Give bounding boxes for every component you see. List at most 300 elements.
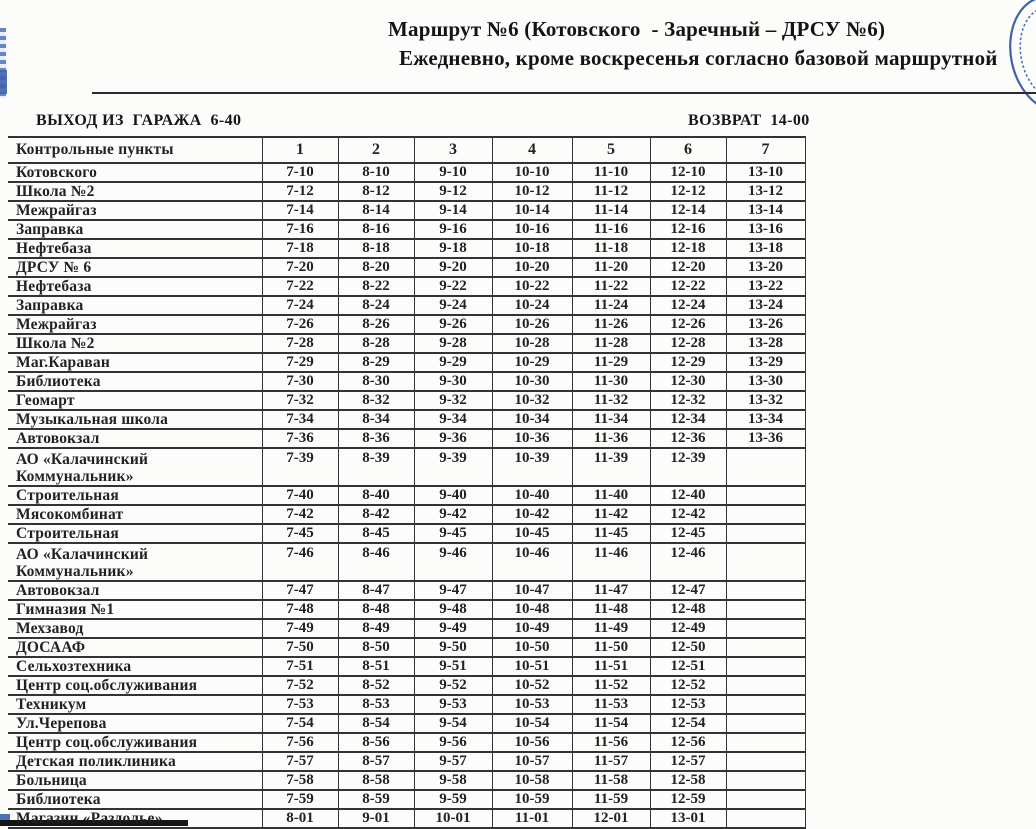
time-cell: 12-29 bbox=[650, 353, 726, 372]
table-row bbox=[8, 258, 805, 277]
time-cell: 9-24 bbox=[414, 296, 492, 315]
table-row bbox=[8, 581, 805, 600]
stop-name-cell: Школа №2 bbox=[8, 334, 262, 353]
time-cell: 11-42 bbox=[572, 505, 650, 524]
time-cell: 7-22 bbox=[262, 277, 338, 296]
time-cell: 11-22 bbox=[572, 277, 650, 296]
time-cell: 12-16 bbox=[650, 220, 726, 239]
time-cell: 10-42 bbox=[492, 505, 572, 524]
table-row bbox=[8, 752, 805, 771]
time-cell bbox=[726, 505, 805, 524]
time-cell: 10-50 bbox=[492, 638, 572, 657]
column-header-trip-3: 3 bbox=[414, 137, 492, 163]
stop-name-cell: Котовского bbox=[8, 163, 262, 182]
time-cell: 9-54 bbox=[414, 714, 492, 733]
table-row bbox=[8, 201, 805, 220]
time-cell: 12-53 bbox=[650, 695, 726, 714]
time-cell: 10-26 bbox=[492, 315, 572, 334]
time-cell: 8-48 bbox=[338, 600, 414, 619]
time-cell: 7-42 bbox=[262, 505, 338, 524]
stop-name-cell: Магазин «Раздолье» bbox=[8, 809, 262, 828]
stop-name-cell: Мясокомбинат bbox=[8, 505, 262, 524]
stop-name-cell: Заправка bbox=[8, 220, 262, 239]
time-cell: 12-56 bbox=[650, 733, 726, 752]
time-cell: 7-24 bbox=[262, 296, 338, 315]
time-cell bbox=[726, 657, 805, 676]
table-row bbox=[8, 277, 805, 296]
time-cell: 7-52 bbox=[262, 676, 338, 695]
stop-name-cell: Больница bbox=[8, 771, 262, 790]
stop-name-cell: Библиотека bbox=[8, 790, 262, 809]
time-cell: 12-01 bbox=[572, 809, 650, 828]
schedule-table-body bbox=[8, 163, 805, 828]
time-cell: 11-14 bbox=[572, 201, 650, 220]
time-cell: 7-10 bbox=[262, 163, 338, 182]
time-cell: 9-14 bbox=[414, 201, 492, 220]
time-cell: 12-12 bbox=[650, 182, 726, 201]
stop-name-cell: Строительная bbox=[8, 486, 262, 505]
time-cell: 12-20 bbox=[650, 258, 726, 277]
table-row bbox=[8, 429, 805, 448]
time-cell: 10-24 bbox=[492, 296, 572, 315]
time-cell: 10-39 bbox=[492, 448, 572, 486]
time-cell: 12-28 bbox=[650, 334, 726, 353]
time-cell: 12-59 bbox=[650, 790, 726, 809]
time-cell: 7-46 bbox=[262, 543, 338, 581]
time-cell bbox=[726, 714, 805, 733]
stop-name-cell: Нефтебаза bbox=[8, 239, 262, 258]
garage-departure-label: ВЫХОД ИЗ ГАРАЖА 6-40 bbox=[36, 112, 242, 129]
time-cell: 10-18 bbox=[492, 239, 572, 258]
time-cell: 8-53 bbox=[338, 695, 414, 714]
time-cell: 7-48 bbox=[262, 600, 338, 619]
stop-name-cell: Музыкальная школа bbox=[8, 410, 262, 429]
time-cell: 10-59 bbox=[492, 790, 572, 809]
time-cell: 11-26 bbox=[572, 315, 650, 334]
time-cell: 10-20 bbox=[492, 258, 572, 277]
time-cell: 7-45 bbox=[262, 524, 338, 543]
time-cell: 13-36 bbox=[726, 429, 805, 448]
stop-name-cell: АО «Калачинский Коммунальник» bbox=[8, 448, 262, 486]
time-cell: 8-36 bbox=[338, 429, 414, 448]
time-cell: 13-26 bbox=[726, 315, 805, 334]
table-row bbox=[8, 771, 805, 790]
time-cell: 11-10 bbox=[572, 163, 650, 182]
stop-name-cell: Маг.Караван bbox=[8, 353, 262, 372]
time-cell bbox=[726, 638, 805, 657]
time-cell: 12-18 bbox=[650, 239, 726, 258]
time-cell: 8-24 bbox=[338, 296, 414, 315]
time-cell: 10-52 bbox=[492, 676, 572, 695]
time-cell: 10-32 bbox=[492, 391, 572, 410]
time-cell: 9-26 bbox=[414, 315, 492, 334]
time-cell: 12-50 bbox=[650, 638, 726, 657]
time-cell bbox=[726, 486, 805, 505]
time-cell bbox=[726, 581, 805, 600]
time-cell: 7-58 bbox=[262, 771, 338, 790]
time-cell: 13-22 bbox=[726, 277, 805, 296]
time-cell bbox=[726, 695, 805, 714]
time-cell: 8-14 bbox=[338, 201, 414, 220]
time-cell: 12-14 bbox=[650, 201, 726, 220]
stop-name-cell: ДРСУ № 6 bbox=[8, 258, 262, 277]
time-cell: 10-36 bbox=[492, 429, 572, 448]
column-header-trip-4: 4 bbox=[492, 137, 572, 163]
time-cell: 13-14 bbox=[726, 201, 805, 220]
time-cell: 10-30 bbox=[492, 372, 572, 391]
time-cell: 11-12 bbox=[572, 182, 650, 201]
stop-name-cell: Сельхозтехника bbox=[8, 657, 262, 676]
time-cell: 7-20 bbox=[262, 258, 338, 277]
stop-name-cell: Заправка bbox=[8, 296, 262, 315]
time-cell: 11-51 bbox=[572, 657, 650, 676]
time-cell: 12-46 bbox=[650, 543, 726, 581]
time-cell: 13-29 bbox=[726, 353, 805, 372]
time-cell: 9-28 bbox=[414, 334, 492, 353]
time-cell: 10-45 bbox=[492, 524, 572, 543]
time-cell: 7-14 bbox=[262, 201, 338, 220]
time-cell: 7-59 bbox=[262, 790, 338, 809]
time-cell: 8-51 bbox=[338, 657, 414, 676]
return-label: ВОЗВРАТ 14-00 bbox=[688, 112, 810, 129]
time-cell: 11-24 bbox=[572, 296, 650, 315]
time-cell: 10-57 bbox=[492, 752, 572, 771]
time-cell bbox=[726, 524, 805, 543]
table-row bbox=[8, 714, 805, 733]
time-cell: 7-53 bbox=[262, 695, 338, 714]
time-cell: 7-40 bbox=[262, 486, 338, 505]
time-cell bbox=[726, 676, 805, 695]
time-cell: 8-12 bbox=[338, 182, 414, 201]
time-cell: 12-39 bbox=[650, 448, 726, 486]
time-cell: 13-32 bbox=[726, 391, 805, 410]
time-cell: 8-01 bbox=[262, 809, 338, 828]
time-cell: 8-42 bbox=[338, 505, 414, 524]
time-cell: 8-30 bbox=[338, 372, 414, 391]
table-row bbox=[8, 410, 805, 429]
table-row bbox=[8, 163, 805, 182]
stop-name-cell: Библиотека bbox=[8, 372, 262, 391]
route-title: Маршрут №6 (Котовского - Заречный – ДРСУ №6) bbox=[388, 17, 886, 41]
time-cell: 11-58 bbox=[572, 771, 650, 790]
table-row bbox=[8, 182, 805, 201]
table-row bbox=[8, 486, 805, 505]
time-cell: 9-10 bbox=[414, 163, 492, 182]
time-cell bbox=[726, 733, 805, 752]
time-cell: 13-30 bbox=[726, 372, 805, 391]
stop-name-cell: Межрайгаз bbox=[8, 315, 262, 334]
stop-name-cell: Мехзавод bbox=[8, 619, 262, 638]
time-cell: 13-24 bbox=[726, 296, 805, 315]
margin-text-sliver-dark-icon bbox=[0, 70, 7, 94]
time-cell: 11-56 bbox=[572, 733, 650, 752]
time-cell: 10-49 bbox=[492, 619, 572, 638]
time-cell: 11-50 bbox=[572, 638, 650, 657]
time-cell bbox=[726, 790, 805, 809]
time-cell: 12-45 bbox=[650, 524, 726, 543]
table-row bbox=[8, 334, 805, 353]
time-cell: 11-01 bbox=[492, 809, 572, 828]
time-cell: 8-45 bbox=[338, 524, 414, 543]
time-cell: 8-34 bbox=[338, 410, 414, 429]
time-cell: 8-50 bbox=[338, 638, 414, 657]
time-cell: 13-20 bbox=[726, 258, 805, 277]
time-cell: 11-34 bbox=[572, 410, 650, 429]
time-cell: 8-32 bbox=[338, 391, 414, 410]
time-cell: 11-36 bbox=[572, 429, 650, 448]
time-cell: 10-56 bbox=[492, 733, 572, 752]
time-cell: 12-58 bbox=[650, 771, 726, 790]
time-cell: 10-53 bbox=[492, 695, 572, 714]
time-cell: 11-54 bbox=[572, 714, 650, 733]
time-cell: 8-29 bbox=[338, 353, 414, 372]
time-cell: 7-34 bbox=[262, 410, 338, 429]
time-cell: 11-52 bbox=[572, 676, 650, 695]
stop-name-cell: Геомарт bbox=[8, 391, 262, 410]
time-cell: 8-58 bbox=[338, 771, 414, 790]
time-cell: 8-28 bbox=[338, 334, 414, 353]
schedule-table bbox=[8, 136, 806, 829]
time-cell: 11-20 bbox=[572, 258, 650, 277]
time-cell: 12-34 bbox=[650, 410, 726, 429]
time-cell: 8-40 bbox=[338, 486, 414, 505]
time-cell: 11-39 bbox=[572, 448, 650, 486]
stop-name-cell: Центр соц.обслуживания bbox=[8, 676, 262, 695]
time-cell: 13-18 bbox=[726, 239, 805, 258]
time-cell: 7-29 bbox=[262, 353, 338, 372]
time-cell: 9-34 bbox=[414, 410, 492, 429]
time-cell: 7-57 bbox=[262, 752, 338, 771]
time-cell: 7-12 bbox=[262, 182, 338, 201]
table-row bbox=[8, 809, 805, 828]
table-row bbox=[8, 353, 805, 372]
time-cell: 8-54 bbox=[338, 714, 414, 733]
column-header-trip-2: 2 bbox=[338, 137, 414, 163]
time-cell: 11-57 bbox=[572, 752, 650, 771]
time-cell bbox=[726, 771, 805, 790]
time-cell: 9-53 bbox=[414, 695, 492, 714]
time-cell: 12-10 bbox=[650, 163, 726, 182]
time-cell: 11-53 bbox=[572, 695, 650, 714]
time-cell: 12-54 bbox=[650, 714, 726, 733]
time-cell: 9-32 bbox=[414, 391, 492, 410]
time-cell: 10-54 bbox=[492, 714, 572, 733]
time-cell: 10-40 bbox=[492, 486, 572, 505]
time-cell: 10-48 bbox=[492, 600, 572, 619]
time-cell: 10-58 bbox=[492, 771, 572, 790]
time-cell: 9-42 bbox=[414, 505, 492, 524]
time-cell: 9-16 bbox=[414, 220, 492, 239]
time-cell: 12-22 bbox=[650, 277, 726, 296]
time-cell: 8-18 bbox=[338, 239, 414, 258]
time-cell: 10-46 bbox=[492, 543, 572, 581]
time-cell: 11-59 bbox=[572, 790, 650, 809]
schedule-table-header bbox=[8, 137, 805, 163]
table-row bbox=[8, 619, 805, 638]
time-cell: 9-22 bbox=[414, 277, 492, 296]
time-cell: 11-18 bbox=[572, 239, 650, 258]
time-cell: 10-34 bbox=[492, 410, 572, 429]
stop-name-cell: Техникум bbox=[8, 695, 262, 714]
time-cell: 9-20 bbox=[414, 258, 492, 277]
time-cell: 9-57 bbox=[414, 752, 492, 771]
time-cell: 7-51 bbox=[262, 657, 338, 676]
time-cell: 12-30 bbox=[650, 372, 726, 391]
time-cell: 11-48 bbox=[572, 600, 650, 619]
time-cell: 8-16 bbox=[338, 220, 414, 239]
stop-name-cell: АО «Калачинский Коммунальник» bbox=[8, 543, 262, 581]
column-header-trip-6: 6 bbox=[650, 137, 726, 163]
time-cell: 7-32 bbox=[262, 391, 338, 410]
time-cell: 9-12 bbox=[414, 182, 492, 201]
time-cell: 9-40 bbox=[414, 486, 492, 505]
time-cell: 7-47 bbox=[262, 581, 338, 600]
stop-name-cell: Центр соц.обслуживания bbox=[8, 733, 262, 752]
time-cell: 12-47 bbox=[650, 581, 726, 600]
time-cell: 12-57 bbox=[650, 752, 726, 771]
time-cell bbox=[726, 752, 805, 771]
time-cell: 9-59 bbox=[414, 790, 492, 809]
time-cell: 8-57 bbox=[338, 752, 414, 771]
table-row bbox=[8, 448, 805, 486]
time-cell: 10-10 bbox=[492, 163, 572, 182]
time-cell: 8-39 bbox=[338, 448, 414, 486]
column-header-trip-5: 5 bbox=[572, 137, 650, 163]
time-cell: 9-49 bbox=[414, 619, 492, 638]
time-cell: 10-28 bbox=[492, 334, 572, 353]
time-cell: 10-47 bbox=[492, 581, 572, 600]
time-cell: 13-10 bbox=[726, 163, 805, 182]
route-subtitle: Ежедневно, кроме воскресенья согласно базовой маршрутной bbox=[399, 46, 998, 70]
time-cell: 7-49 bbox=[262, 619, 338, 638]
table-row bbox=[8, 676, 805, 695]
time-cell: 10-51 bbox=[492, 657, 572, 676]
time-cell: 7-36 bbox=[262, 429, 338, 448]
table-row bbox=[8, 505, 805, 524]
time-cell: 8-10 bbox=[338, 163, 414, 182]
time-cell bbox=[726, 600, 805, 619]
time-cell: 11-40 bbox=[572, 486, 650, 505]
table-row bbox=[8, 391, 805, 410]
stop-name-cell: Межрайгаз bbox=[8, 201, 262, 220]
time-cell: 12-42 bbox=[650, 505, 726, 524]
time-cell: 9-18 bbox=[414, 239, 492, 258]
time-cell: 8-59 bbox=[338, 790, 414, 809]
time-cell: 10-16 bbox=[492, 220, 572, 239]
time-cell: 10-14 bbox=[492, 201, 572, 220]
stop-name-cell: Автовокзал bbox=[8, 429, 262, 448]
time-cell: 11-49 bbox=[572, 619, 650, 638]
time-cell: 8-49 bbox=[338, 619, 414, 638]
time-cell: 7-26 bbox=[262, 315, 338, 334]
time-cell: 9-47 bbox=[414, 581, 492, 600]
table-row bbox=[8, 239, 805, 258]
stop-name-cell: Автовокзал bbox=[8, 581, 262, 600]
time-cell: 10-29 bbox=[492, 353, 572, 372]
stop-name-cell: Гимназия №1 bbox=[8, 600, 262, 619]
time-cell bbox=[726, 543, 805, 581]
stop-name-cell: Строительная bbox=[8, 524, 262, 543]
stop-name-cell: Детская поликлиника bbox=[8, 752, 262, 771]
column-header-trip-7: 7 bbox=[726, 137, 805, 163]
time-cell bbox=[726, 619, 805, 638]
time-cell: 12-51 bbox=[650, 657, 726, 676]
time-cell: 10-01 bbox=[414, 809, 492, 828]
table-row bbox=[8, 695, 805, 714]
time-cell: 9-50 bbox=[414, 638, 492, 657]
table-row bbox=[8, 638, 805, 657]
time-cell: 13-34 bbox=[726, 410, 805, 429]
time-cell: 8-46 bbox=[338, 543, 414, 581]
time-cell: 8-20 bbox=[338, 258, 414, 277]
time-cell: 9-58 bbox=[414, 771, 492, 790]
time-cell: 11-47 bbox=[572, 581, 650, 600]
time-cell: 8-26 bbox=[338, 315, 414, 334]
time-cell: 8-22 bbox=[338, 277, 414, 296]
time-cell: 12-40 bbox=[650, 486, 726, 505]
table-row bbox=[8, 600, 805, 619]
time-cell: 9-52 bbox=[414, 676, 492, 695]
time-cell: 9-45 bbox=[414, 524, 492, 543]
time-cell: 11-29 bbox=[572, 353, 650, 372]
time-cell: 7-16 bbox=[262, 220, 338, 239]
time-cell: 10-12 bbox=[492, 182, 572, 201]
stop-name-cell: Школа №2 bbox=[8, 182, 262, 201]
stamp-icon bbox=[995, 0, 1036, 142]
time-cell: 7-50 bbox=[262, 638, 338, 657]
time-cell: 9-36 bbox=[414, 429, 492, 448]
time-cell: 11-32 bbox=[572, 391, 650, 410]
time-cell: 9-48 bbox=[414, 600, 492, 619]
time-cell: 10-22 bbox=[492, 277, 572, 296]
time-cell: 11-30 bbox=[572, 372, 650, 391]
horizontal-rule bbox=[92, 92, 1036, 94]
time-cell: 9-39 bbox=[414, 448, 492, 486]
table-row bbox=[8, 524, 805, 543]
time-cell: 11-45 bbox=[572, 524, 650, 543]
time-cell: 7-39 bbox=[262, 448, 338, 486]
time-cell: 7-18 bbox=[262, 239, 338, 258]
time-cell: 7-30 bbox=[262, 372, 338, 391]
time-cell bbox=[726, 448, 805, 486]
time-cell: 12-36 bbox=[650, 429, 726, 448]
time-cell: 12-26 bbox=[650, 315, 726, 334]
time-cell: 9-46 bbox=[414, 543, 492, 581]
table-row bbox=[8, 657, 805, 676]
time-cell: 9-56 bbox=[414, 733, 492, 752]
stop-name-cell: ДОСААФ bbox=[8, 638, 262, 657]
table-row bbox=[8, 790, 805, 809]
time-cell: 11-46 bbox=[572, 543, 650, 581]
time-cell: 7-56 bbox=[262, 733, 338, 752]
stop-name-cell: Нефтебаза bbox=[8, 277, 262, 296]
time-cell: 12-24 bbox=[650, 296, 726, 315]
time-cell: 13-28 bbox=[726, 334, 805, 353]
table-row bbox=[8, 543, 805, 581]
time-cell: 13-12 bbox=[726, 182, 805, 201]
table-row bbox=[8, 296, 805, 315]
time-cell: 7-28 bbox=[262, 334, 338, 353]
stop-name-cell: Ул.Черепова bbox=[8, 714, 262, 733]
table-row bbox=[8, 372, 805, 391]
time-cell: 9-29 bbox=[414, 353, 492, 372]
time-cell: 13-16 bbox=[726, 220, 805, 239]
table-row bbox=[8, 315, 805, 334]
time-cell: 12-49 bbox=[650, 619, 726, 638]
time-cell: 11-28 bbox=[572, 334, 650, 353]
time-cell: 12-48 bbox=[650, 600, 726, 619]
time-cell: 13-01 bbox=[650, 809, 726, 828]
